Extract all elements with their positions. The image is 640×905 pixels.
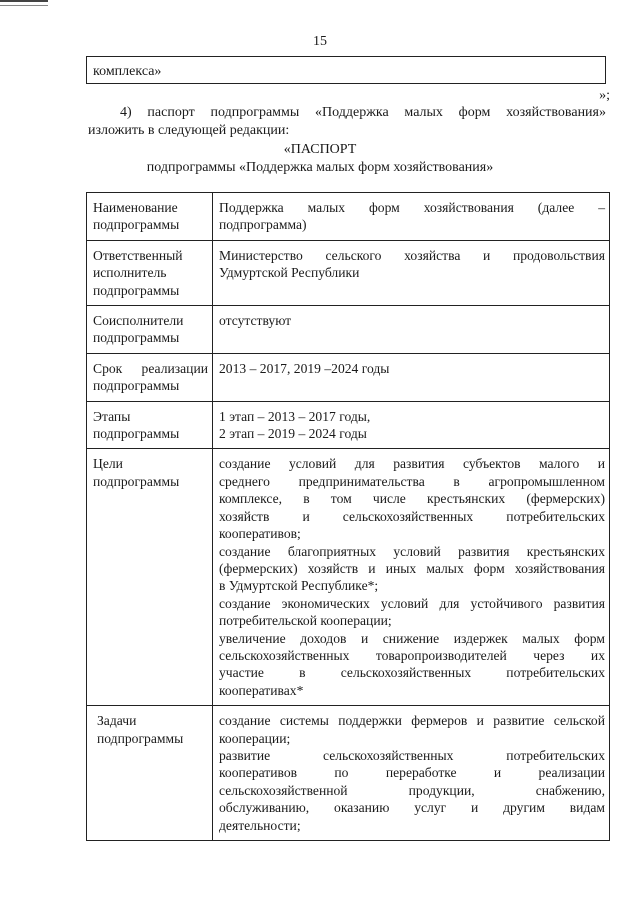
- label-line: Соисполнители: [93, 313, 184, 329]
- row-tasks: [87, 706, 610, 841]
- row-responsible: [87, 240, 610, 305]
- intro-line-2: изложить в следующей редакции:: [88, 123, 290, 138]
- intro-paragraph: [88, 104, 606, 140]
- value-line: деятельности;: [219, 817, 301, 833]
- row-stages: [87, 401, 610, 449]
- value-line: среднего предпринимательства в агропромышленном: [219, 473, 605, 489]
- previous-table-fragment: [86, 56, 606, 84]
- passport-subheading: подпрограммы «Поддержка малых форм хозяйствования»: [146, 160, 494, 175]
- label-cell: [87, 306, 213, 354]
- closing-quote: »;: [599, 88, 610, 103]
- value-line: сельскохозяйственных товаропроизводителей через их: [219, 647, 605, 663]
- value-line: 1 этап – 2013 – 2017 годы,: [219, 408, 371, 424]
- label-line: Задачи: [97, 713, 137, 729]
- value-line: развитие сельскохозяйственных потребительских: [219, 747, 605, 763]
- label-line: подпрограммы: [93, 426, 180, 442]
- value-cell: [213, 706, 610, 841]
- label-cell: [87, 353, 213, 401]
- value-line: создание благоприятных условий развития крестьянских: [219, 543, 605, 559]
- label-line: подпрограммы: [93, 330, 180, 346]
- label-line: Срок реализации: [93, 360, 208, 376]
- label-line: исполнитель: [93, 265, 167, 281]
- value-line: обслуживанию, оказанию услуг и другим видам: [219, 800, 605, 816]
- value-line: 2 этап – 2019 – 2024 годы: [219, 426, 367, 442]
- value-line: кооперации;: [219, 730, 291, 746]
- value-cell: [213, 193, 610, 241]
- value-line: Удмуртской Республики: [219, 265, 360, 281]
- label-line: Наименование: [93, 200, 178, 215]
- value-line: (фермерских) хозяйств и иных малых форм хозяйствования: [219, 560, 605, 576]
- value-line: сельскохозяйственной продукции, снабжению,: [219, 782, 605, 798]
- label-line: Этапы: [93, 408, 131, 424]
- value-line: кооперативах*: [219, 682, 304, 698]
- value-line: Министерство сельского хозяйства и продовольствия: [219, 247, 605, 263]
- value-cell: [213, 306, 610, 354]
- value-line: в Удмуртской Республике*;: [219, 578, 379, 594]
- value-line: создание экономических условий для устойчивого развития: [219, 595, 605, 611]
- value-line: хозяйств и сельскохозяйственных потребительских: [219, 508, 605, 524]
- label-line: Цели: [93, 456, 123, 472]
- label-line: подпрограммы: [93, 282, 180, 298]
- label-line: подпрограммы: [93, 378, 180, 394]
- passport-heading: «ПАСПОРТ: [283, 142, 357, 157]
- value-cell: [213, 401, 610, 449]
- label-cell: [87, 240, 213, 305]
- label-cell: [87, 193, 213, 241]
- label-cell: [87, 449, 213, 706]
- value-line: кооперативов;: [219, 526, 301, 542]
- previous-table-text: комплекса»: [93, 64, 162, 79]
- label-line: подпрограммы: [97, 730, 184, 746]
- label-line: подпрограммы: [93, 217, 180, 233]
- value-cell: [213, 449, 610, 706]
- label-line: Ответственный: [93, 247, 183, 263]
- intro-line-1: 4) паспорт подпрограммы «Поддержка малых форм хозяйствования»: [120, 105, 606, 120]
- passport-table: [86, 192, 610, 841]
- row-goals: [87, 449, 610, 706]
- row-period: [87, 353, 610, 401]
- value-line: кооперативов по переработке и реализации: [219, 765, 605, 781]
- value-line: 2013 – 2017, 2019 –2024 годы: [219, 360, 390, 376]
- value-line: подпрограмма): [219, 217, 307, 233]
- label-cell: [87, 706, 213, 841]
- value-line: потребительской кооперации;: [219, 613, 392, 629]
- value-line: создание условий для развития субъектов малого и: [219, 456, 605, 472]
- scan-corner-mark: [0, 0, 48, 6]
- row-co-executors: [87, 306, 610, 354]
- page-number: 15: [313, 34, 327, 49]
- value-line: комплексе, в том числе крестьянских (фермерских): [219, 491, 605, 507]
- value-line: создание системы поддержки фермеров и развитие сельской: [219, 713, 605, 729]
- value-cell: [213, 240, 610, 305]
- value-line: Поддержка малых форм хозяйствования (далее –: [219, 200, 605, 215]
- row-name: [87, 193, 610, 241]
- value-cell: [213, 353, 610, 401]
- value-line: отсутствуют: [219, 313, 292, 329]
- label-line: подпрограммы: [93, 473, 180, 489]
- value-line: участие в сельскохозяйственных потребительских: [219, 665, 605, 681]
- label-cell: [87, 401, 213, 449]
- value-line: увеличение доходов и снижение издержек малых форм: [219, 630, 605, 646]
